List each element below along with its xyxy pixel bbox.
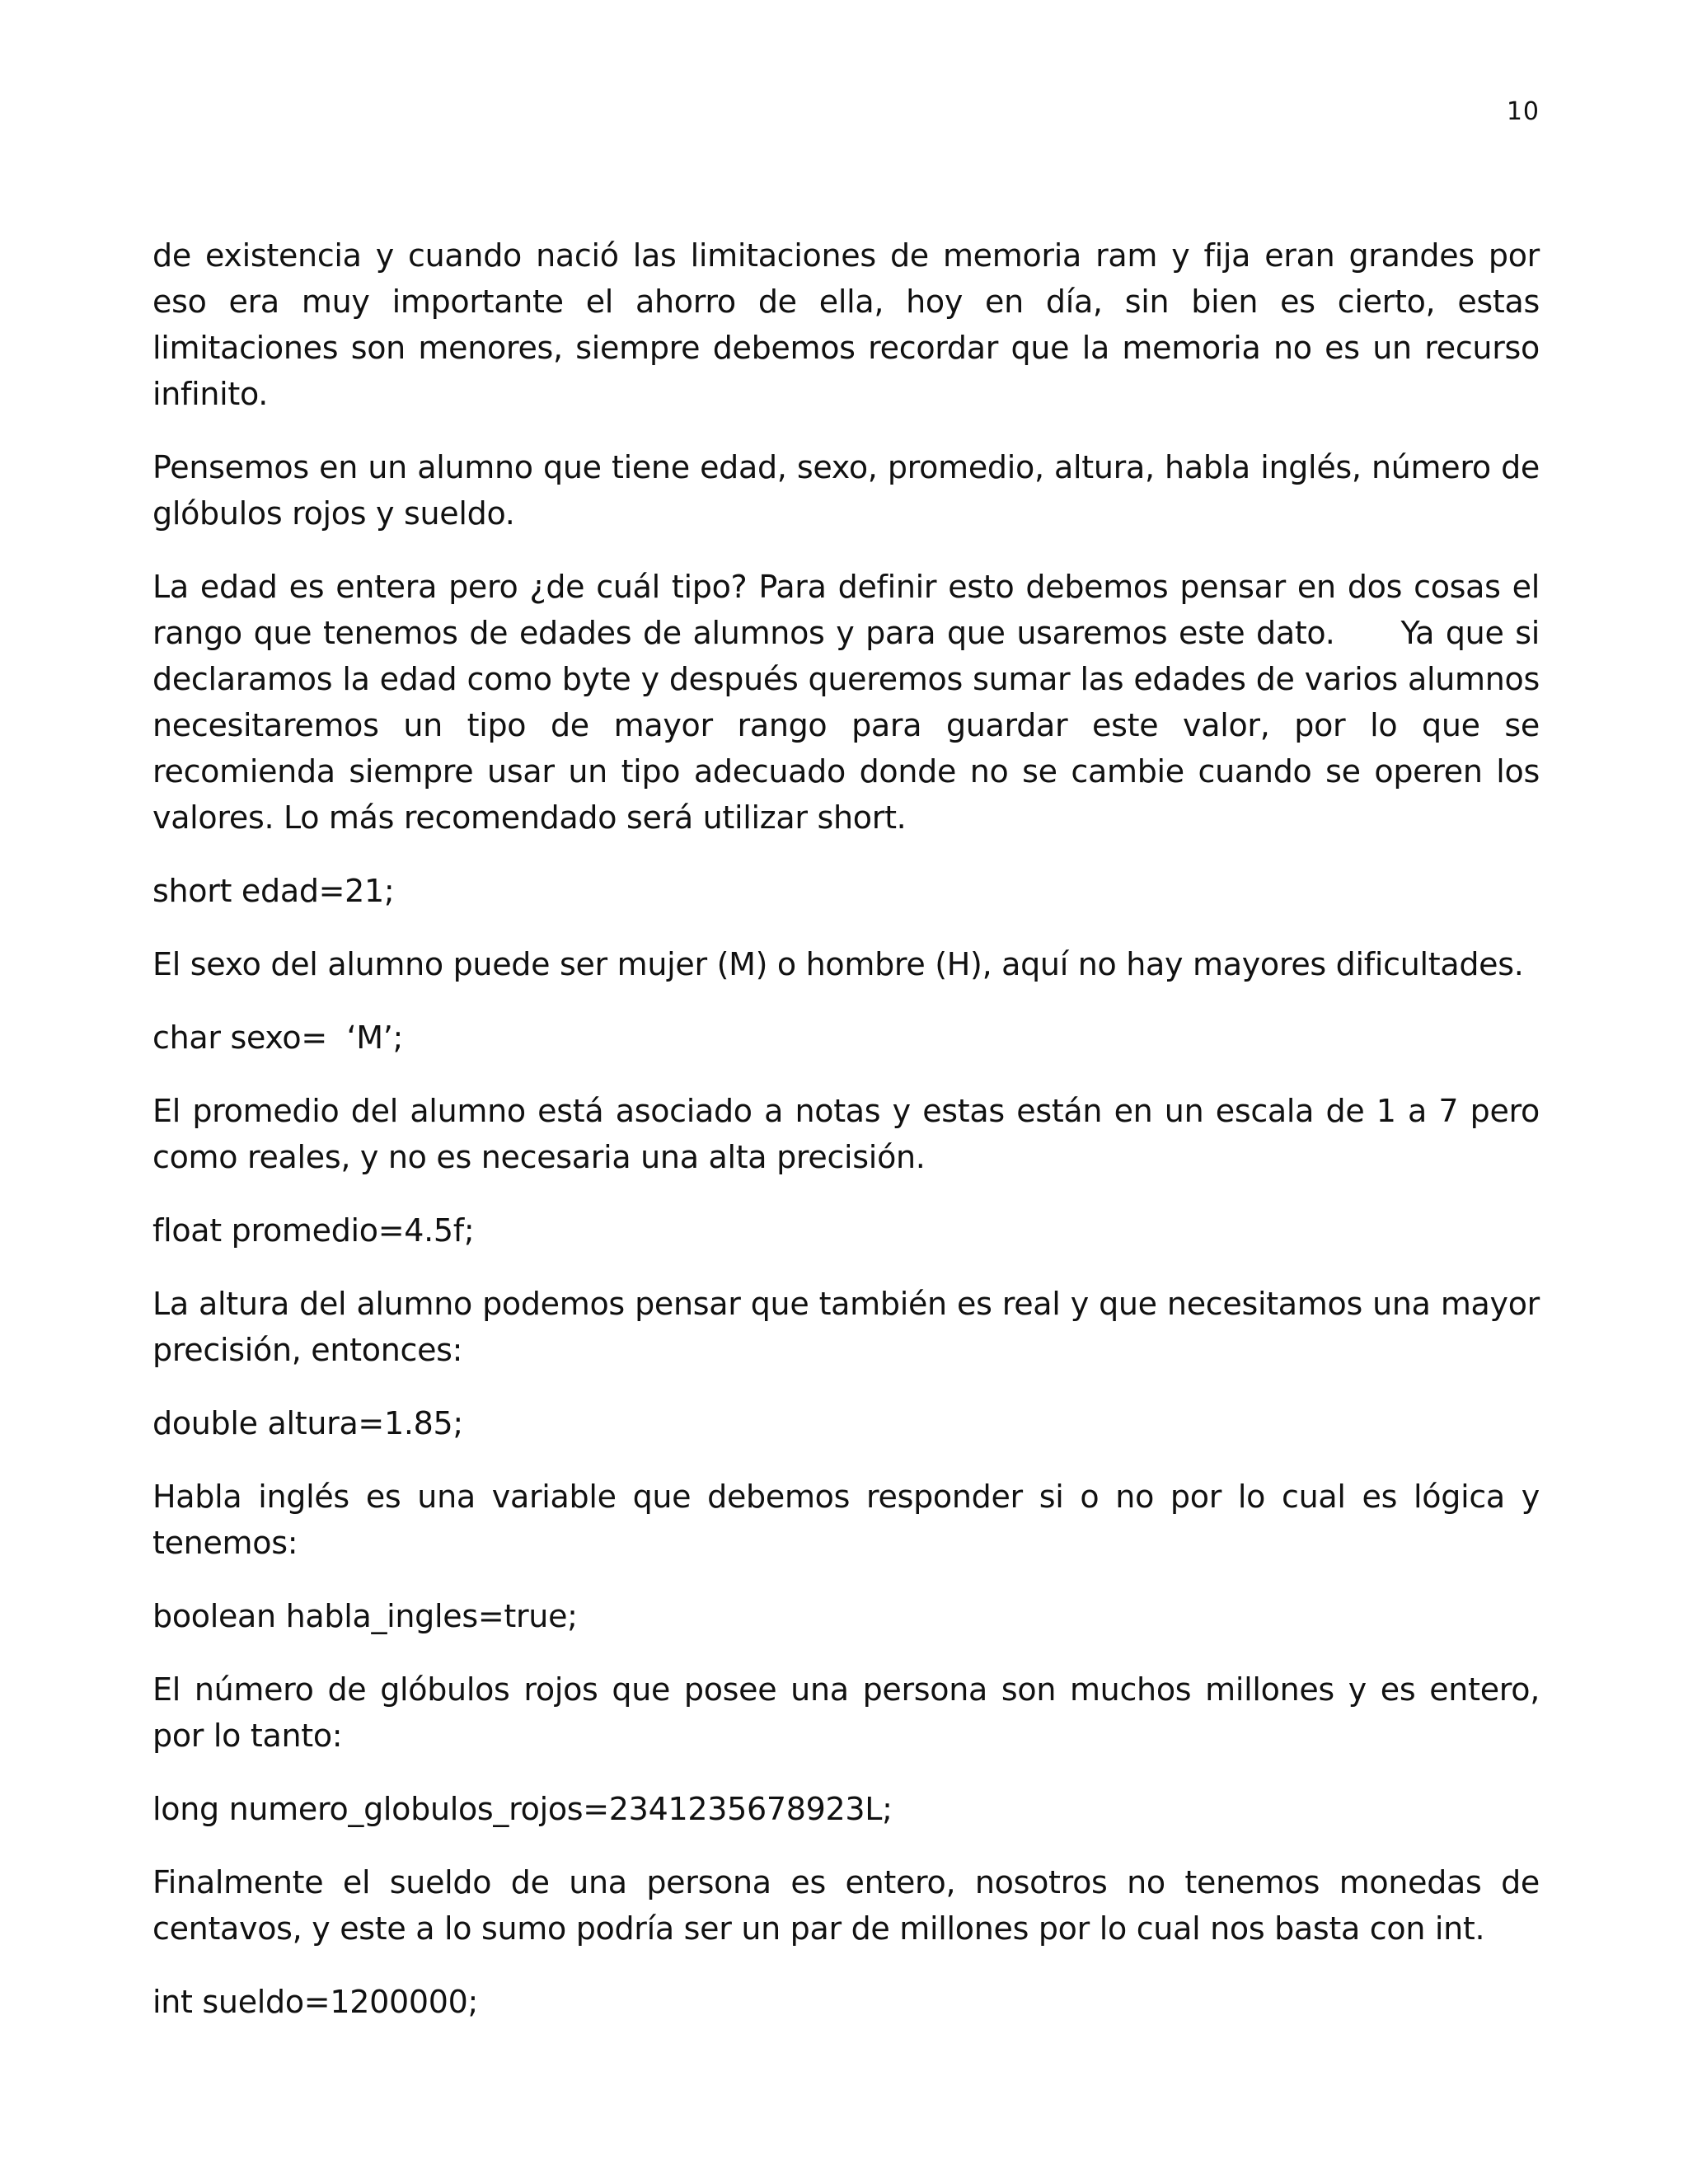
code-line-habla-ingles: boolean habla_ingles=true; (152, 1598, 578, 1634)
paragraph-english: Habla inglés es una variable que debemos responder si o no por lo cual es lógica y tenemos: (152, 1479, 1540, 1561)
code-line-edad: short edad=21; (152, 873, 395, 909)
paragraph-memory-intro: de existencia y cuando nació las limitaciones de memoria ram y fija eran grandes por eso era muy importante el ahorro de ella, hoy en día, sin bien es cierto, estas limitaciones son menores, siempre debemos recordar que la memoria no es un recurso infinito. (152, 237, 1540, 412)
page-number: 10 (1506, 97, 1540, 126)
code-line-promedio: float promedio=4.5f; (152, 1212, 475, 1249)
code-line-globulos: long numero_globulos_rojos=2341235678923L; (152, 1791, 893, 1827)
paragraph-red-cells: El número de glóbulos rojos que posee una persona son muchos millones y es entero, por lo tanto: (152, 1671, 1540, 1754)
paragraph-student-attributes: Pensemos en un alumno que tiene edad, sexo, promedio, altura, habla inglés, número de glóbulos rojos y sueldo. (152, 449, 1540, 532)
code-line-sueldo: int sueldo=1200000; (152, 1984, 478, 2020)
document-body (152, 232, 1540, 2052)
paragraph-age-type (152, 564, 1540, 841)
paragraph-height: La altura del alumno podemos pensar que también es real y que necesitamos una mayor precisión, entonces: (152, 1286, 1540, 1368)
paragraph-average: El promedio del alumno está asociado a notas y estas están en un escala de 1 a 7 pero como reales, y no es necesaria una alta precisión. (152, 1093, 1540, 1175)
paragraph-sex: El sexo del alumno puede ser mujer (M) o hombre (H), aquí no hay mayores dificultades. (152, 946, 1524, 982)
paragraph-age-type-part-b: Ya que si declaramos la edad como byte y después queremos sumar las edades de varios alumnos necesitaremos un tipo de mayor rango para guardar este valor, por lo que se recomienda siempre usar un tipo adecuado donde no se cambie cuando se operen los valores. Lo más recomendado será utilizar short. (152, 615, 1540, 836)
paragraph-age-type-part-a: La edad es entera pero ¿de cuál tipo? Para definir esto debemos pensar en dos cosas el rango que tenemos de edades de alumnos y para que usaremos este dato. (152, 569, 1540, 651)
code-line-altura: double altura=1.85; (152, 1405, 463, 1441)
paragraph-salary: Finalmente el sueldo de una persona es entero, nosotros no tenemos monedas de centavos, y este a lo sumo podría ser un par de millones por lo cual nos basta con int. (152, 1864, 1540, 1947)
code-line-sexo: char sexo= ‘M’; (152, 1019, 403, 1056)
